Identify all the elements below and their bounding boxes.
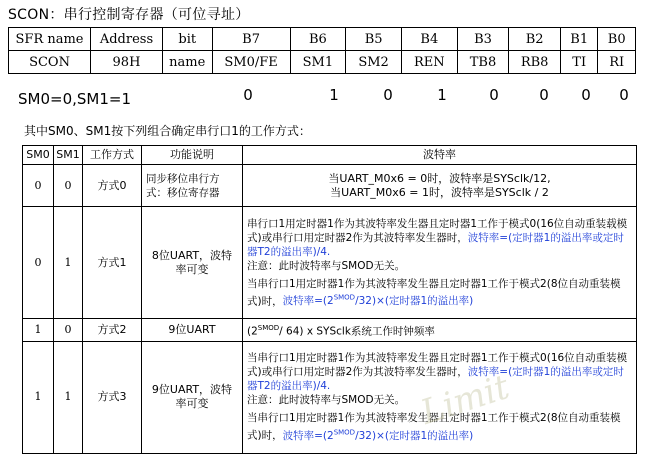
baud-paragraph: [247, 351, 632, 407]
mode-name-cell: 方式3: [83, 341, 142, 453]
sfr-register-table: [8, 27, 636, 74]
sfr-value-cell: SM0/FE: [212, 51, 290, 74]
sfr-header-row: [9, 28, 636, 51]
mode-row: [23, 341, 637, 453]
bit-value: 0: [383, 86, 393, 104]
sfr-header-cell: B4: [401, 28, 457, 51]
sfr-value-row: [9, 51, 636, 74]
baud-text: 当串行口1用定时器1作为其波特率发生器且定时器1工作于模式2(8位自动重装模式)时，: [247, 277, 621, 308]
sfr-value-cell: REN: [401, 51, 457, 74]
mode-header-cell: SM1: [54, 146, 83, 165]
sfr-header-cell: B5: [346, 28, 402, 51]
sfr-header-cell: B3: [457, 28, 509, 51]
watermark-logo: Limit: [416, 367, 515, 433]
baud-cell: [243, 319, 637, 342]
sfr-value-cell: SCON: [9, 51, 91, 74]
sfr-header-cell: bit: [162, 28, 212, 51]
baud-formula: 波特率=(定时器1的溢出率或定时器T2的溢出率)/4.: [247, 231, 624, 258]
baud-text: 串行口1用定时器1作为其波特率发生器且定时器1工作于模式0(16位自动重装载模式)或串行口用定时器2作为其波特率发生器时，: [247, 217, 628, 244]
sm1-cell: 1: [54, 207, 83, 319]
function-cell: 9位UART，波特率可变: [142, 341, 243, 453]
function-cell: 同步移位串行方式：移位寄存器: [142, 165, 243, 207]
baud-formula: 波特率=(定时器1的溢出率或定时器T2的溢出率)/4.: [247, 366, 624, 393]
formula-part: / 64) x SYSclk系统工作时钟频率: [279, 325, 435, 338]
baud-paragraph: [247, 277, 632, 309]
bit-value: 0: [619, 86, 629, 104]
smod-superscript: SMOD: [333, 293, 356, 302]
baud-paragraph: [247, 217, 632, 273]
sfr-header-cell: B7: [212, 28, 290, 51]
function-cell: 8位UART，波特率可变: [142, 207, 243, 319]
sm1-cell: 0: [54, 165, 83, 207]
baud-line: 当UART_M0x6 = 0时，波特率是SYSclk/12,: [328, 171, 551, 185]
baud-text: 当串行口1用定时器1作为其波特率发生器且定时器1工作于模式2(8位自动重装模式)时，: [247, 412, 621, 442]
register-heading: SCON：串行控制寄存器（可位寻址）: [8, 7, 250, 23]
formula-part: 波特率=(2: [282, 295, 334, 308]
mode-header-row: [23, 146, 637, 165]
sfr-value-cell: SM1: [290, 51, 346, 74]
baud-formula: [283, 430, 474, 442]
sm0-cell: 0: [23, 207, 54, 319]
mode-table: [22, 145, 637, 454]
mode-name-cell: 方式1: [83, 207, 142, 319]
sfr-header-cell: B1: [560, 28, 597, 51]
sfr-header-cell: B2: [509, 28, 561, 51]
function-cell: 9位UART: [142, 319, 243, 342]
sfr-value-cell: name: [162, 51, 212, 74]
smod-superscript: SMOD: [333, 428, 356, 437]
sm0-cell: 1: [23, 341, 54, 453]
sm0-cell: 1: [23, 319, 54, 342]
bit-values-line: [0, 86, 667, 108]
sm1-cell: 1: [54, 341, 83, 453]
mode-header-cell: 波特率: [243, 146, 637, 165]
baud-note: 注意：此时波特率与SMOD无关。: [247, 394, 406, 407]
sfr-header-cell: Address: [91, 28, 163, 51]
baud-cell: [243, 341, 637, 453]
sfr-value-cell: SM2: [346, 51, 402, 74]
baud-cell: [243, 207, 637, 319]
baud-text: 当串行口1用定时器1作为其波特率发生器且定时器1工作于模式0(16位自动重装模式)或串行口用定时器2作为其波特率发生器时，: [247, 352, 628, 379]
sfr-value-cell: TI: [560, 51, 597, 74]
formula-part: 波特率=(2: [282, 429, 334, 442]
sfr-value-cell: RI: [598, 51, 636, 74]
sfr-value-cell: 98H: [91, 51, 163, 74]
bit-value: 0: [489, 86, 499, 104]
mode-name-cell: 方式2: [83, 319, 142, 342]
mode-name-cell: 方式0: [83, 165, 142, 207]
baud-line: 当UART_M0x6 = 1时，波特率是SYSclk / 2: [330, 185, 549, 199]
sfr-header-cell: B0: [598, 28, 636, 51]
mode-intro-text: 其中SM0、SM1按下列组合确定串行口1的工作方式：: [24, 124, 311, 138]
mode-header-cell: SM0: [23, 146, 54, 165]
mode-row: [23, 165, 637, 207]
baud-note: 注意：此时波特率与SMOD无关。: [247, 259, 406, 272]
bit-value: 1: [329, 86, 339, 104]
mode-header-cell: 功能说明: [142, 146, 243, 165]
baud-paragraph: [247, 411, 632, 443]
bit-value: 0: [581, 86, 591, 104]
sfr-header-cell: SFR name: [9, 28, 91, 51]
sfr-value-cell: RB8: [509, 51, 561, 74]
sm0-cell: 0: [23, 165, 54, 207]
mode-header-cell: 工作方式: [83, 146, 142, 165]
sfr-header-cell: B6: [290, 28, 346, 51]
baud-formula: [283, 295, 474, 307]
formula-part: /32)×(定时器1的溢出率): [355, 429, 474, 442]
formula-part: (2: [247, 325, 258, 338]
baud-cell: [243, 165, 637, 207]
sm1-cell: 0: [54, 319, 83, 342]
mode-row: [23, 207, 637, 319]
mode-row: [23, 319, 637, 342]
bit-config-label: SM0=0,SM1=1: [18, 90, 132, 108]
bit-value: 0: [243, 86, 253, 104]
smod-superscript: SMOD: [257, 324, 280, 332]
bit-value: 0: [539, 86, 549, 104]
sfr-value-cell: TB8: [457, 51, 509, 74]
formula-part: /32)×(定时器1的溢出率): [355, 295, 474, 308]
bit-value: 1: [437, 86, 447, 104]
